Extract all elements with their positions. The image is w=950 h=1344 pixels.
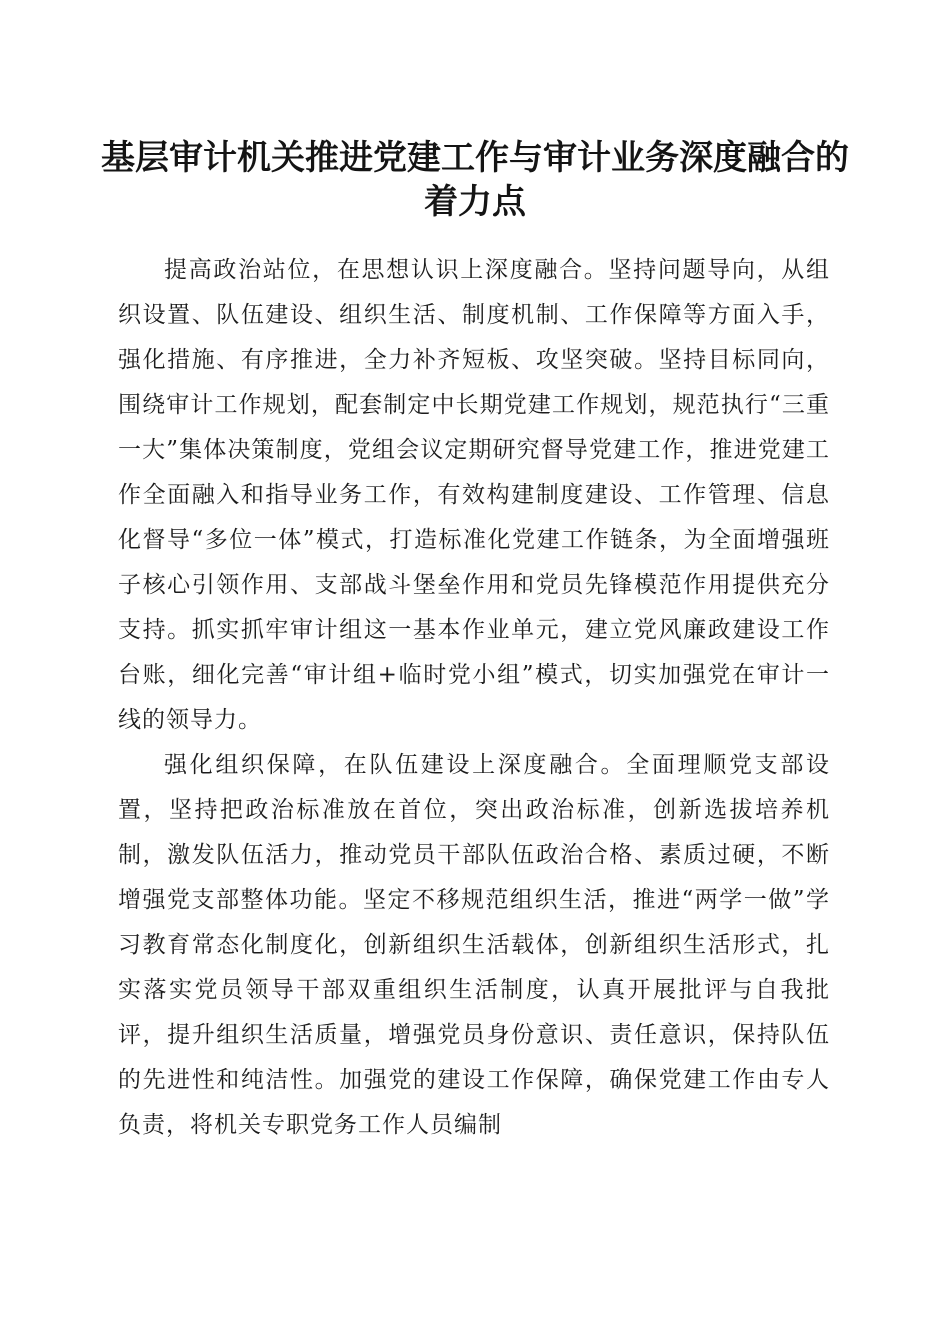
- paragraph-political-stance: 提高政治站位，在思想认识上深度融合。坚持问题导向，从组织设置、队伍建设、组织生活、制度机制、工作保障等方面入手，强化措施、有序推进，全力补齐短板、攻坚突破。坚持目标同向，围绕审计工作规划，配套制定中长期党建工作规划，规范执行“三重一大”集体决策制度，党组会议定期研究督导党建工作，推进党建工作全面融入和指导业务工作，有效构建制度建设、工作管理、信息化督导“多位一体”模式，打造标准化党建工作链条，为全面增强班子核心引领作用、支部战斗堡垒作用和党员先锋模范作用提供充分支持。抓实抓牢审计组这一基本作业单元，建立党风廉政建设工作台账，细化完善“审计组+临时党小组”模式，切实加强党在审计一线的领导力。: [118, 257, 830, 733]
- document-body: [118, 248, 830, 1148]
- document-title: 基层审计机关推进党建工作与审计业务深度融合的着力点: [101, 138, 849, 222]
- paragraph-organizational-guarantee: 强化组织保障，在队伍建设上深度融合。全面理顺党支部设置，坚持把政治标准放在首位，突出政治标准，创新选拔培养机制，激发队伍活力，推动党员干部队伍政治合格、素质过硬，不断增强党支部整体功能。坚定不移规范组织生活，推进“两学一做”学习教育常态化制度化，创新组织生活载体，创新组织生活形式，扎实落实党员领导干部双重组织生活制度，认真开展批评与自我批评，提升组织生活质量，增强党员身份意识、责任意识，保持队伍的先进性和纯洁性。加强党的建设工作保障，确保党建工作由专人负责，将机关专职党务工作人员编制: [118, 752, 830, 1138]
